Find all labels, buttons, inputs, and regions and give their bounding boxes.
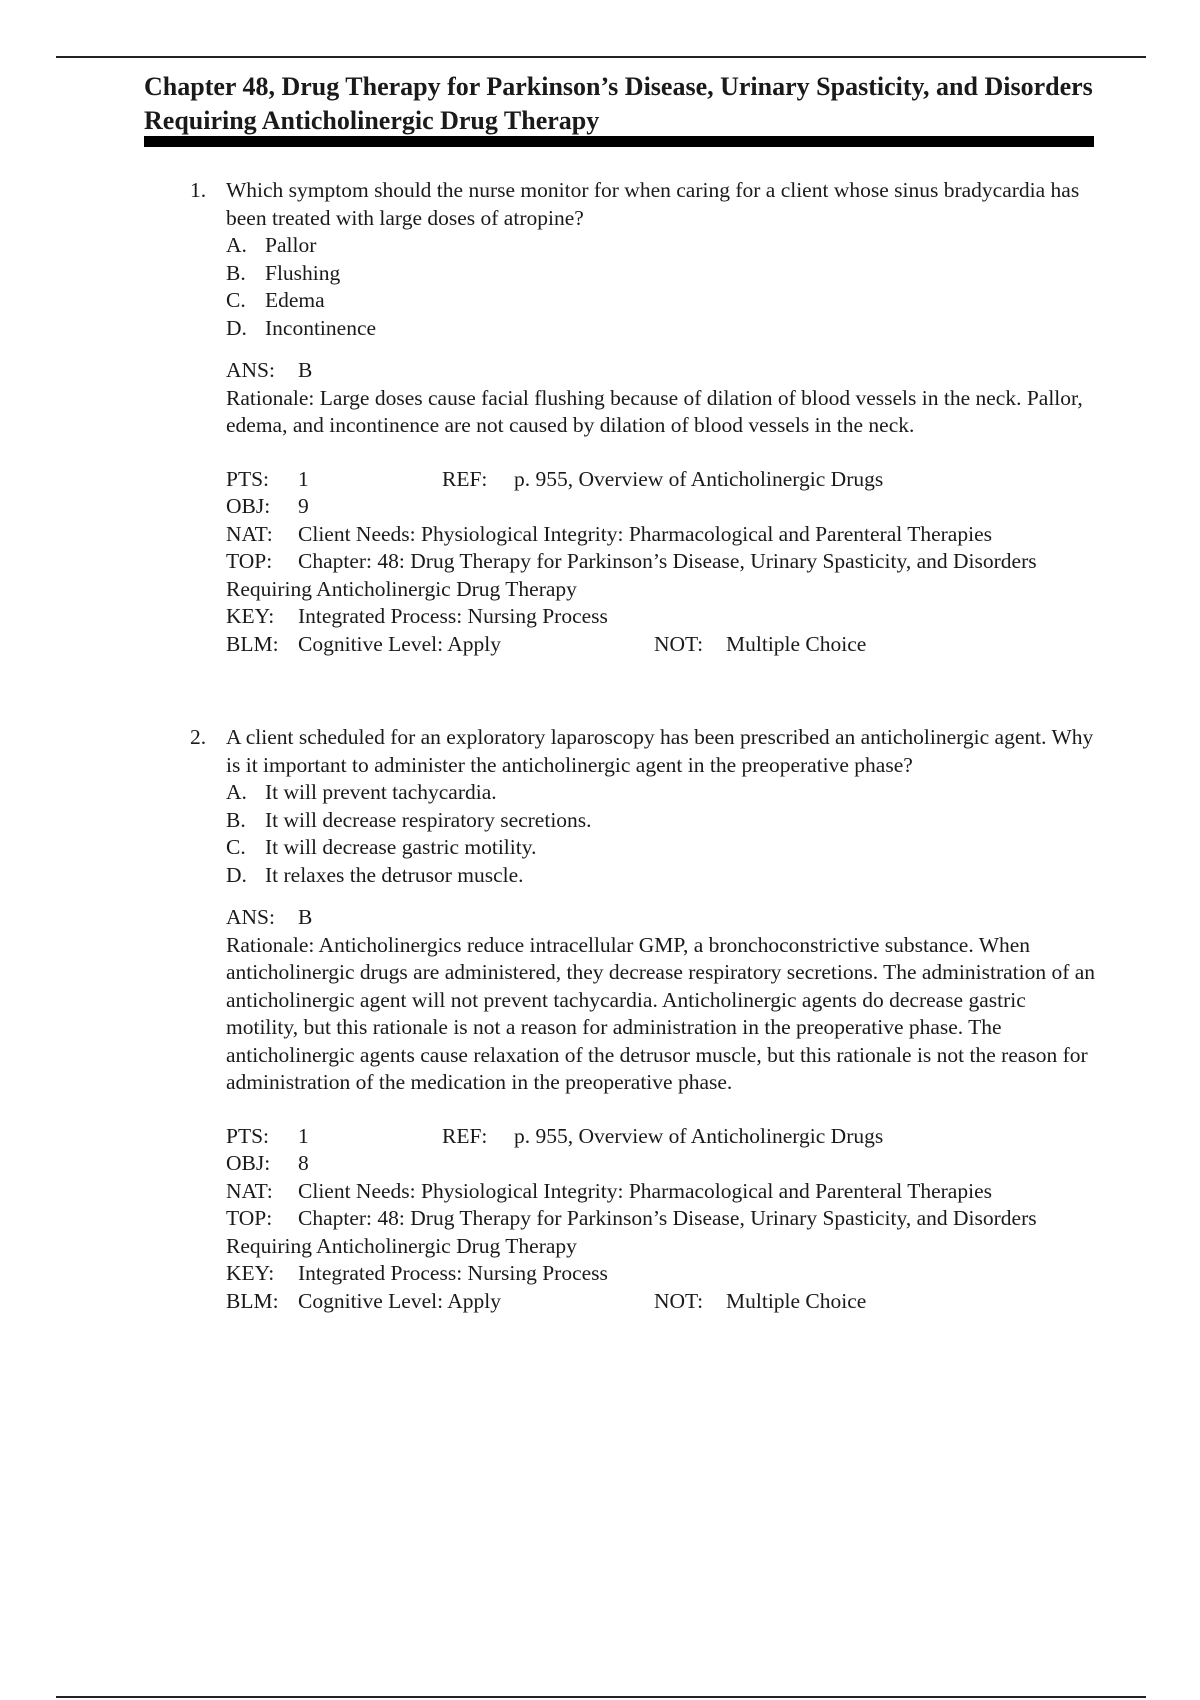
answer-block — [226, 357, 1100, 440]
meta-blm-not — [226, 631, 1100, 659]
top-label: TOP: — [226, 1206, 273, 1230]
nat-label: NAT: — [226, 1178, 273, 1203]
option-text: Pallor — [265, 233, 317, 257]
answer-label: ANS: — [226, 905, 275, 929]
meta-nat — [226, 1178, 1100, 1206]
meta-pts-ref — [226, 466, 1100, 494]
key-value: Integrated Process: Nursing Process — [298, 604, 608, 628]
nat-label: NAT: — [226, 521, 273, 546]
not-label: NOT: — [654, 1288, 704, 1313]
option-text: Flushing — [265, 260, 341, 285]
option-letter: C. — [226, 288, 246, 312]
answer-block — [226, 904, 1100, 1097]
obj-label: OBJ: — [226, 494, 271, 518]
option-text: It relaxes the detrusor muscle. — [265, 862, 524, 887]
key-label: KEY: — [226, 604, 275, 628]
question-stem: Which symptom should the nurse monitor for when caring for a client whose sinus bradycardia has been treated with large doses of atropine? — [226, 178, 1080, 230]
question-stem: A client scheduled for an exploratory laparoscopy has been prescribed an anticholinergic agent. Why is it important to administer the anticholinergic agent in the preoperative phase? — [226, 725, 1094, 777]
pts-label: PTS: — [226, 1123, 270, 1148]
option-c — [226, 834, 1100, 862]
answer-label: ANS: — [226, 358, 275, 382]
option-letter: B. — [226, 260, 246, 285]
option-text: It will decrease respiratory secretions. — [265, 807, 592, 832]
option-b — [226, 807, 1100, 835]
title-underline-bar — [144, 136, 1094, 147]
answer-value: B — [298, 358, 313, 382]
option-d — [226, 315, 1100, 343]
metadata-block — [226, 1123, 1100, 1316]
option-text: It will prevent tachycardia. — [265, 780, 497, 804]
meta-top — [226, 1205, 1100, 1260]
option-list — [226, 779, 1100, 889]
option-letter: A. — [226, 233, 247, 257]
option-a — [226, 232, 1100, 260]
obj-value: 9 — [298, 494, 309, 518]
key-value: Integrated Process: Nursing Process — [298, 1261, 608, 1285]
obj-label: OBJ: — [226, 1151, 271, 1175]
meta-key — [226, 1260, 1100, 1288]
question-2 — [190, 724, 1100, 1315]
option-letter: D. — [226, 315, 247, 340]
meta-blm-not — [226, 1288, 1100, 1316]
top-value: Chapter: 48: Drug Therapy for Parkinson’s Disease, Urinary Spasticity, and Disorders Requiring Anticholinergic Drug Therapy — [226, 1206, 1037, 1258]
top-page-rule — [56, 56, 1146, 58]
blm-value: Cognitive Level: Apply — [298, 1288, 502, 1313]
option-c — [226, 287, 1100, 315]
blm-value: Cognitive Level: Apply — [298, 631, 502, 656]
option-text: Edema — [265, 288, 325, 312]
ref-label: REF: — [442, 1123, 488, 1148]
option-b — [226, 260, 1100, 288]
not-value: Multiple Choice — [726, 631, 867, 656]
answer-line — [226, 357, 1100, 385]
rationale: Rationale: Anticholinergics reduce intracellular GMP, a bronchoconstrictive substance. When anticholinergic drugs are administered, they decrease respiratory secretions. The administration of an anticholinergic agent will not prevent tachycardia. Anticholinergic agents do decrease gastric motility, but this rationale is not a reason for administration in the preoperative phase. The anticholinergic agents cause relaxation of the detrusor muscle, but this rationale is not the reason for administration of the medication in the preoperative phase. — [226, 932, 1096, 1094]
meta-obj — [226, 493, 1100, 521]
ref-label: REF: — [442, 466, 488, 491]
rationale: Rationale: Large doses cause facial flushing because of dilation of blood vessels in the neck. Pallor, edema, and incontinence are not caused by dilation of blood vessels in the neck. — [226, 385, 1083, 437]
question-number: 1. — [190, 178, 207, 202]
option-letter: D. — [226, 862, 247, 887]
nat-value: Client Needs: Physiological Integrity: Pharmacological and Parenteral Therapies — [298, 1178, 992, 1203]
bottom-page-rule — [56, 1696, 1146, 1698]
question-1 — [190, 177, 1100, 658]
ref-value: p. 955, Overview of Anticholinergic Drugs — [514, 1123, 884, 1148]
meta-key — [226, 603, 1100, 631]
blm-label: BLM: — [226, 1288, 279, 1313]
not-label: NOT: — [654, 631, 704, 656]
metadata-block — [226, 466, 1100, 659]
nat-value: Client Needs: Physiological Integrity: Pharmacological and Parenteral Therapies — [298, 521, 992, 546]
meta-pts-ref — [226, 1123, 1100, 1151]
key-label: KEY: — [226, 1261, 275, 1285]
option-list — [226, 232, 1100, 342]
pts-label: PTS: — [226, 466, 270, 491]
top-value: Chapter: 48: Drug Therapy for Parkinson’s Disease, Urinary Spasticity, and Disorders Requiring Anticholinergic Drug Therapy — [226, 549, 1037, 601]
page-title: Chapter 48, Drug Therapy for Parkinson’s Disease, Urinary Spasticity, and Disorders Requiring Anticholinergic Drug Therapy — [144, 72, 1093, 135]
question-number: 2. — [190, 725, 207, 749]
top-label: TOP: — [226, 549, 273, 573]
pts-value: 1 — [298, 1123, 309, 1148]
ref-value: p. 955, Overview of Anticholinergic Drugs — [514, 466, 884, 491]
option-letter: B. — [226, 807, 246, 832]
blm-label: BLM: — [226, 631, 279, 656]
answer-value: B — [298, 905, 313, 929]
option-a — [226, 779, 1100, 807]
obj-value: 8 — [298, 1151, 309, 1175]
option-letter: C. — [226, 835, 246, 859]
option-d — [226, 862, 1100, 890]
pts-value: 1 — [298, 466, 309, 491]
option-text: It will decrease gastric motility. — [265, 835, 537, 859]
option-letter: A. — [226, 780, 247, 804]
meta-top — [226, 548, 1100, 603]
meta-nat — [226, 521, 1100, 549]
not-value: Multiple Choice — [726, 1288, 867, 1313]
option-text: Incontinence — [265, 315, 377, 340]
meta-obj — [226, 1150, 1100, 1178]
answer-line — [226, 904, 1100, 932]
